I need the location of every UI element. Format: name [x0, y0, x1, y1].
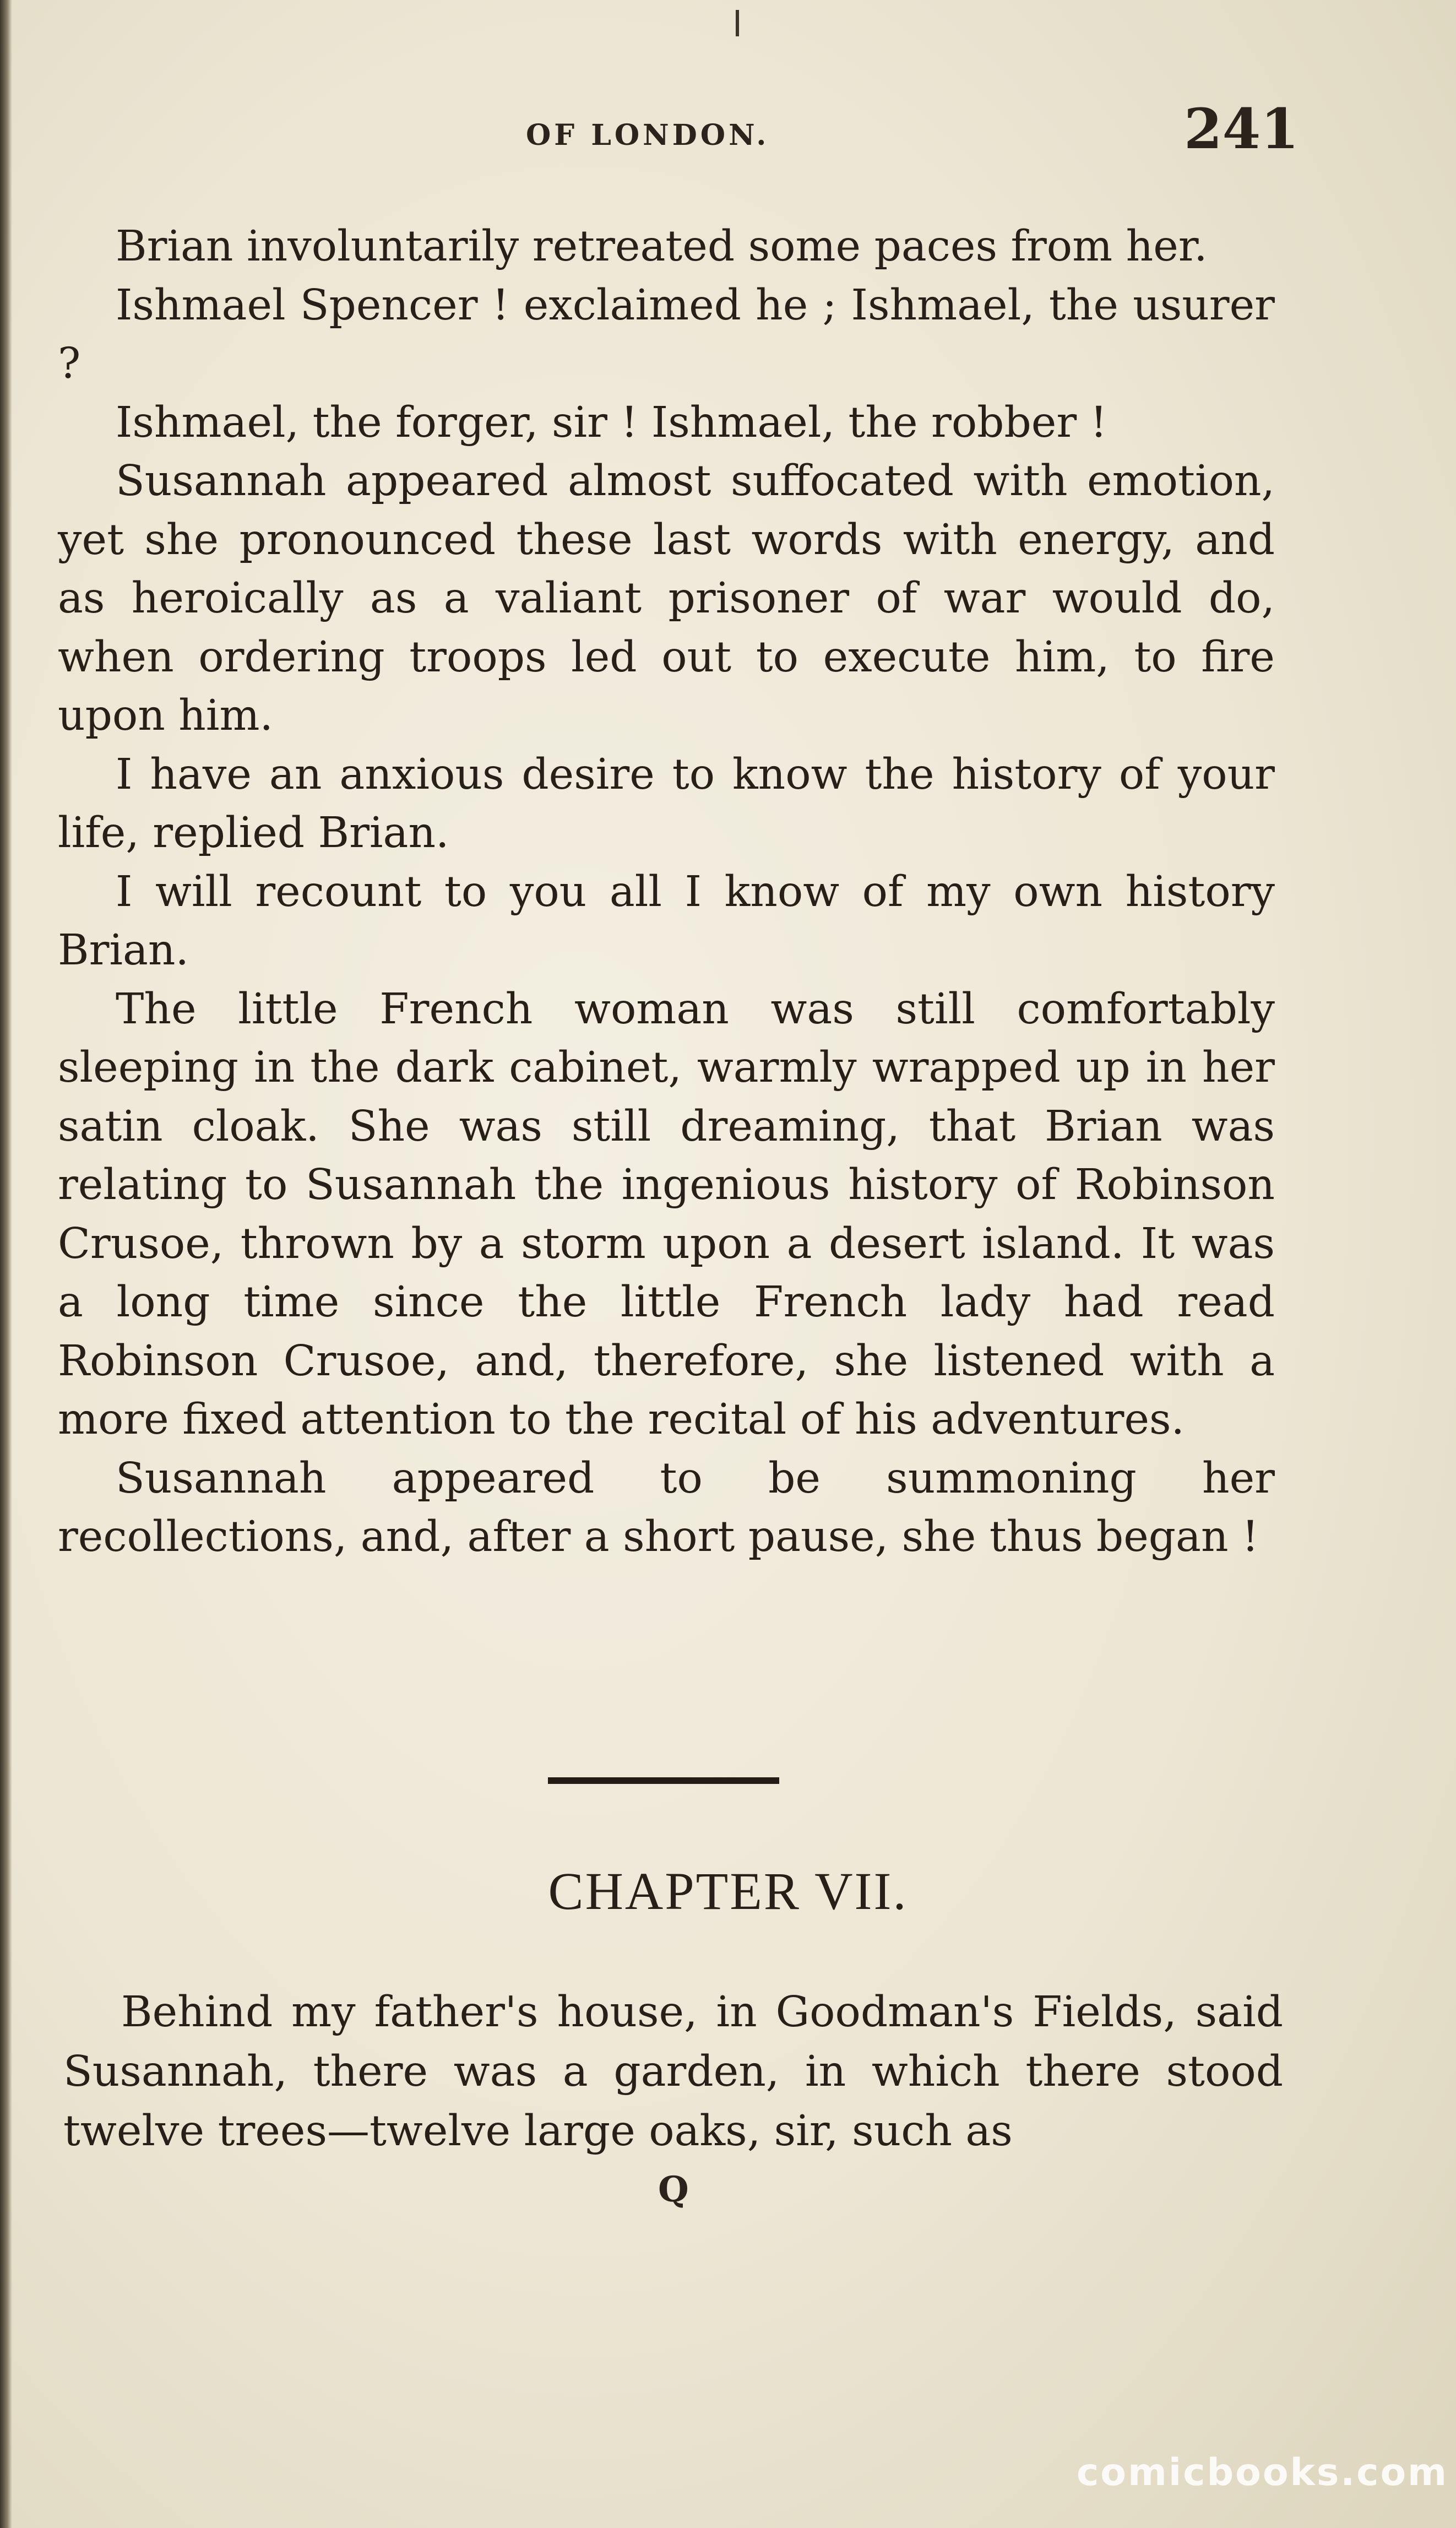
- page-number: 241: [1184, 96, 1299, 161]
- chapter-text: [63, 1983, 1283, 2161]
- paragraph: Ishmael Spencer ! exclaimed he ; Ishmael, the usurer ?: [58, 280, 1275, 388]
- body-text: [58, 218, 1275, 1567]
- paragraph: Susannah appeared almost suffocated with emotion, yet she pronounced these last words with energy, and as heroically as a valiant prisoner of war would do, when ordering troops led out to execute him, to fire upon him.: [58, 457, 1275, 740]
- section-divider-rule: [548, 1777, 779, 1784]
- signature-mark: Q: [658, 2169, 689, 2210]
- paragraph: The little French woman was still comfortably sleeping in the dark cabinet, warmly wrapped up in her satin cloak. She was still dreaming, that Brian was relating to Susannah the ingenious history of Robinson Crusoe, thrown by a storm upon a desert island. It was a long time since the little French lady had read Robinson Crusoe, and, therefore, she listened with a more fixed attention to the recital of his adventures.: [58, 984, 1275, 1444]
- watermark: comicbooks.com: [1077, 2451, 1449, 2494]
- top-ink-mark: [736, 10, 739, 36]
- chapter-title: CHAPTER VII.: [548, 1862, 908, 1921]
- paragraph: I will recount to you all I know of my own history Brian.: [58, 867, 1275, 975]
- paragraph: Brian involuntarily retreated some paces from her.: [116, 222, 1208, 271]
- running-head: OF LONDON.: [526, 118, 770, 152]
- paragraph: I have an anxious desire to know the history of your life, replied Brian.: [58, 750, 1275, 858]
- page-binding-edge: [0, 0, 12, 2528]
- paragraph: Behind my father's house, in Goodman's Fields, said Susannah, there was a garden, in which there stood twelve trees—twelve large oaks, sir, such as: [63, 1988, 1283, 2156]
- paragraph: Susannah appeared to be summoning her recollections, and, after a short pause, she thus began !: [58, 1453, 1275, 1561]
- paragraph: Ishmael, the forger, sir ! Ishmael, the robber !: [116, 398, 1107, 447]
